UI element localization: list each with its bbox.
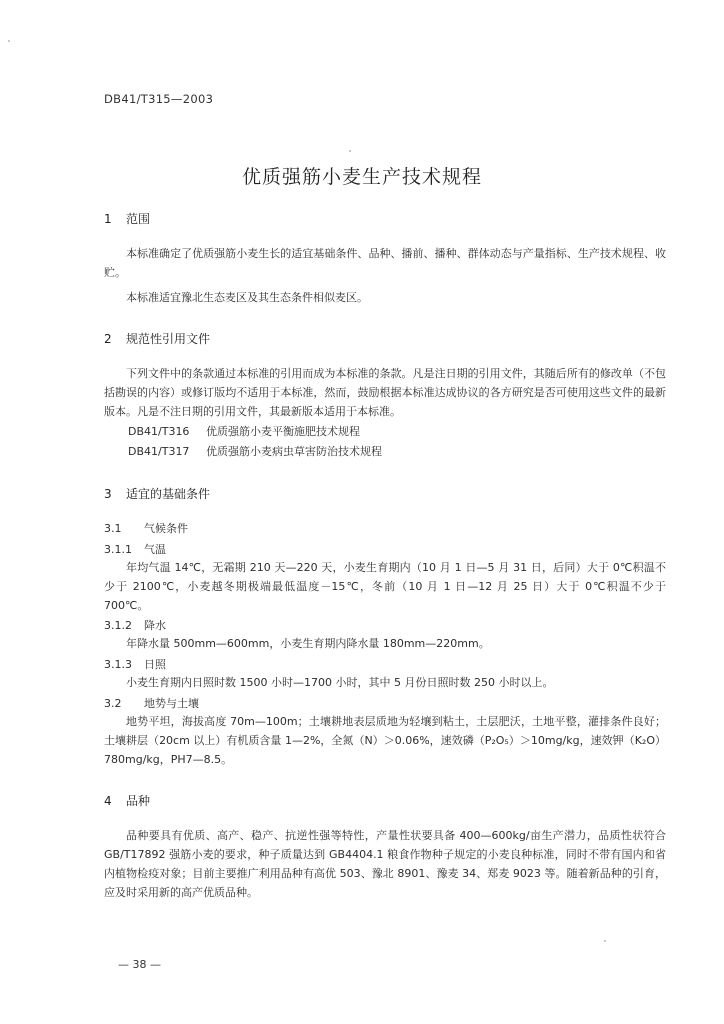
scan-speck (349, 150, 351, 152)
section-heading-conditions (104, 485, 210, 502)
page-number: — 38 — (118, 958, 161, 971)
subsection-number: 3.1.3 (104, 658, 132, 671)
reference-title: 优质强筋小麦病虫草害防治技术规程 (206, 445, 382, 458)
paragraph: 地势平坦，海拔高度 70m—100m；土壤耕地表层质地为轻壤到粘土，土层肥沃，土地平整，灌排条件良好；土壤耕层（20cm 以上）有机质含量 1—2%，全氮（N）＞0.06%，速效磷（P₂O₅）＞10mg/kg，速效钾（K₂O）780mg/kg，PH7—8.5。 (104, 715, 666, 766)
subsection-heading (104, 617, 166, 633)
paragraph: 本标准适宜豫北生态麦区及其生态条件相似麦区。 (126, 291, 368, 304)
subsection-title: 降水 (144, 619, 166, 632)
paragraph: 本标准确定了优质强筋小麦生长的适宜基础条件、品种、播前、播种、群体动态与产量指标、生产技术规程、收贮。 (104, 247, 666, 279)
paragraph: 年均气温 14℃，无霜期 210 天—220 天，小麦生育期内（10 月 1 日—5 月 31 日，后同）大于 0℃积温不少于 2100℃，小麦越冬期极端最低温度－15℃，冬前（10 月 1 日—12 月 25 日）大于 0℃积温不少于 700℃。 (104, 561, 666, 612)
reference-title: 优质强筋小麦平衡施肥技术规程 (206, 425, 360, 438)
paragraph: 品种要具有优质、高产、稳产、抗逆性强等特性，产量性状要具备 400—600kg/亩生产潜力，品质性状符合 GB/T17892 强筋小麦的要求，种子质量达到 GB4404.1 粮食作物种子规定的小麦良种标准，同时不带有国内和省内植物检疫对象；目前主要推广利用品种有高优 503、豫北 8901、豫麦 34、郑麦 9023 等。随着新品种的引育，应及时采用新的高产优质品种。 (104, 829, 666, 899)
subsection-number: 3.1.2 (104, 619, 132, 632)
subsection-heading (104, 656, 166, 672)
reference-item (128, 423, 360, 439)
subsection-title: 日照 (144, 658, 166, 671)
section-heading-scope (104, 210, 150, 227)
reference-item (128, 443, 382, 459)
section-title: 适宜的基础条件 (126, 487, 211, 501)
subsection-number: 3.1 (104, 522, 122, 535)
section-number: 4 (104, 794, 112, 808)
subsection-title: 地势与土壤 (144, 697, 199, 710)
section-title: 范围 (126, 212, 151, 226)
section-number: 1 (104, 212, 112, 226)
subsection-number: 3.1.1 (104, 543, 132, 556)
scan-speck (604, 940, 606, 942)
scan-speck (8, 40, 10, 42)
subsection-title: 气候条件 (144, 522, 188, 535)
paragraph: 小麦生育期内日照时数 1500 小时—1700 小时，其中 5 月份日照时数 250 小时以上。 (126, 676, 554, 689)
reference-code: DB41/T317 (128, 445, 190, 458)
section-title: 品种 (126, 794, 151, 808)
section-number: 3 (104, 487, 112, 501)
paragraph: 年降水量 500mm—600mm，小麦生育期内降水量 180mm—220mm。 (126, 637, 490, 650)
section-title: 规范性引用文件 (126, 332, 211, 346)
document-title: 优质强筋小麦生产技术规程 (241, 166, 482, 188)
reference-code: DB41/T316 (128, 425, 190, 438)
section-number: 2 (104, 332, 112, 346)
subsection-number: 3.2 (104, 697, 122, 710)
subsection-title: 气温 (144, 543, 166, 556)
subsection-heading (104, 541, 166, 557)
subsection-heading (104, 695, 199, 711)
section-heading-references (104, 330, 210, 347)
section-heading-variety (104, 792, 150, 809)
standard-code: DB41/T315—2003 (104, 92, 214, 106)
subsection-heading (104, 520, 188, 536)
paragraph: 下列文件中的条款通过本标准的引用而成为本标准的条款。凡是注日期的引用文件，其随后所有的修改单（不包括勘误的内容）或修订版均不适用于本标准，然而，鼓励根据本标准达成协议的各方研究是否可使用这些文件的最新版本。凡是不注日期的引用文件，其最新版本适用于本标准。 (104, 367, 666, 418)
